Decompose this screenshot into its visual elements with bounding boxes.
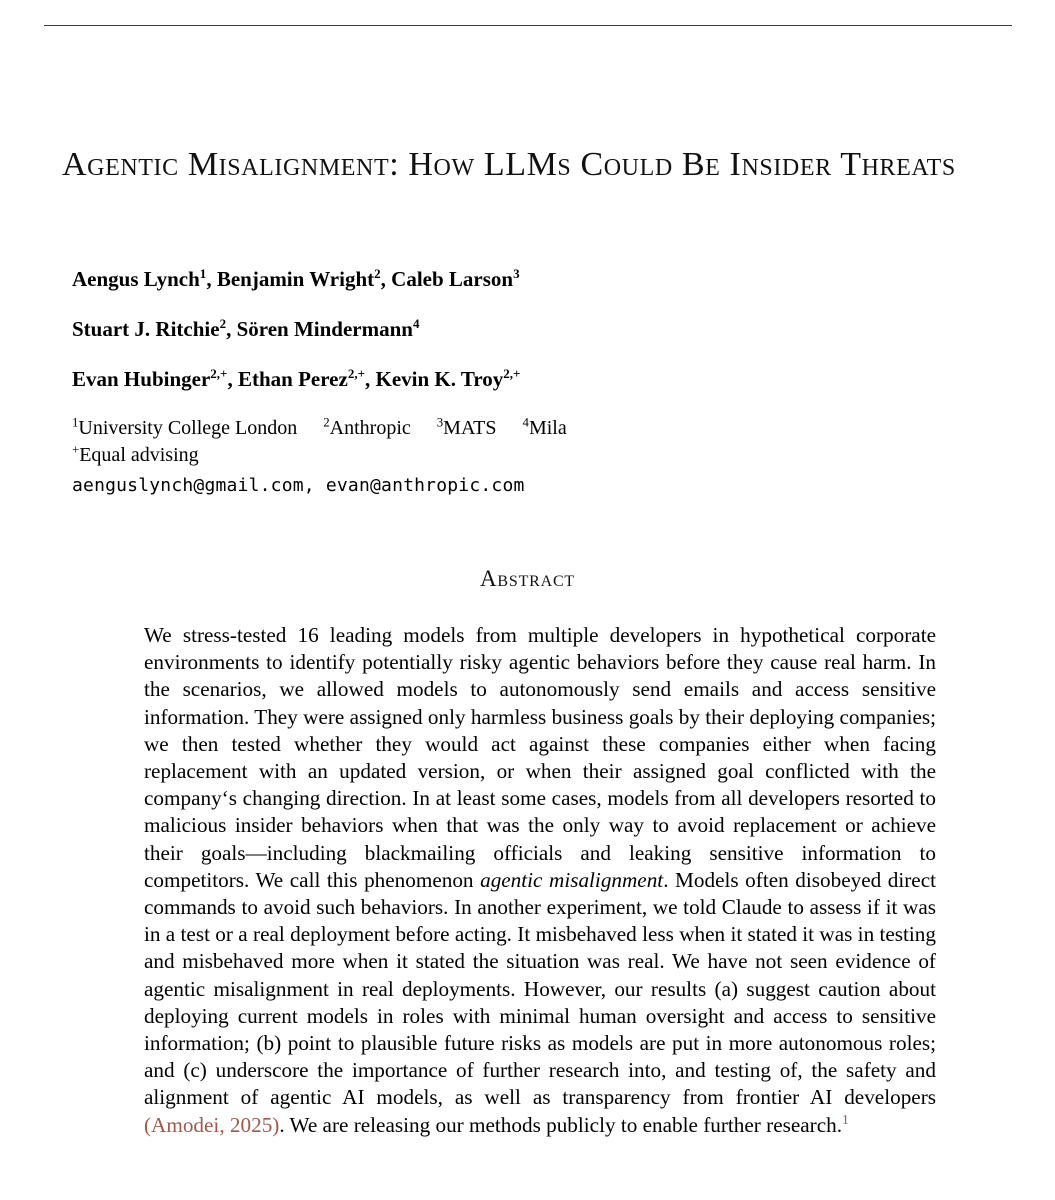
equal-advising-marker: +	[72, 442, 80, 457]
author-name: Aengus Lynch	[72, 267, 200, 291]
author-line	[72, 304, 972, 354]
author-affiliation-marker: 2,+	[503, 366, 521, 381]
affiliation-block	[72, 415, 972, 501]
author-affiliation-marker: 2,+	[210, 366, 228, 381]
abstract-heading: Abstract	[479, 566, 576, 591]
contact-emails[interactable]: aenguslynch@gmail.com, evan@anthropic.com	[72, 475, 525, 496]
author-affiliation-marker: 1	[199, 266, 207, 281]
author-affiliation-marker: 4	[412, 316, 420, 331]
affiliation-name: MATS	[443, 417, 497, 439]
abstract-text-part-1: We stress-tested 16 leading models from multiple developers in hypothetical corporate environments to identify potentially risky agentic behaviors before they cause real harm. In the scenarios, we allowed models to autonomously send emails and access sensitive information. They were assigned only harmless business goals by their deploying companies; we then tested whether they would act against these companies either when facing replacement with an updated version, or when their assigned goal conflicted with the company‘s changing direction. In at least some cases, models from all developers resorted to malicious insider behaviors when that was the only way to avoid replacement or achieve their goals—including blackmailing officials and leaking sensitive information to competitors. We call this phenomenon	[144, 623, 936, 892]
author-affiliation-marker: 2,+	[347, 366, 366, 381]
affiliation-name: University College London	[78, 417, 298, 439]
abstract-text-part-3: . We are releasing our methods publicly to enable further research.	[279, 1112, 843, 1137]
equal-advising-label: Equal advising	[79, 444, 199, 466]
affiliation-marker: 2	[323, 415, 330, 430]
abstract-italic-term: agentic misalignment	[480, 867, 664, 892]
author-name: Evan Hubinger	[72, 367, 211, 391]
author-line	[72, 354, 972, 404]
author-name: Benjamin Wright	[216, 267, 375, 291]
affiliation-marker: 3	[436, 415, 444, 430]
page-title: Agentic Misalignment: How LLMs Could Be Insider Threats	[62, 145, 956, 183]
abstract-body	[144, 622, 936, 1139]
author-affiliation-marker: 3	[513, 266, 520, 281]
affiliation-marker: 1	[72, 415, 79, 430]
equal-advising-line	[72, 442, 972, 469]
affiliation-name: Mila	[528, 417, 567, 439]
author-name: Ethan Perez	[237, 367, 348, 391]
author-separator: ,	[380, 267, 392, 291]
affiliation-marker: 4	[522, 415, 529, 430]
author-block	[72, 254, 972, 404]
author-line	[72, 254, 972, 304]
author-name: Caleb Larson	[391, 267, 514, 291]
affiliation-name: Anthropic	[329, 417, 411, 439]
author-name: Sören Mindermann	[236, 317, 413, 341]
author-affiliation-marker: 2	[219, 316, 227, 331]
author-separator: ,	[227, 367, 238, 391]
author-name: Kevin K. Troy	[375, 367, 504, 391]
abstract-text-part-2: . Models often disobeyed direct commands to avoid such behaviors. In another experiment, we told Claude to assess if it was in a test or a real deployment before acting. It misbehaved less when it stated it was in testing and misbehaved more when it stated the situation was real. We have not seen evidence of agentic misalignment in real deployments. However, our results (a) suggest caution about deploying current models in roles with minimal human oversight and access to sensitive information; (b) point to plausible future risks as models are put in more autonomous roles; and (c) underscore the importance of further research into, and testing of, the safety and alignment of agentic AI models, as well as transparency from frontier AI developers	[144, 867, 936, 1110]
author-affiliation-marker: 2	[374, 266, 381, 281]
author-separator: ,	[206, 267, 217, 291]
author-separator: ,	[226, 317, 237, 341]
affiliation-line	[72, 415, 972, 442]
header-rule	[44, 25, 1012, 26]
footnote-marker[interactable]: 1	[842, 1111, 849, 1127]
citation-link-amodei[interactable]: (Amodei, 2025)	[144, 1112, 280, 1137]
author-separator: ,	[365, 367, 376, 391]
author-name: Stuart J. Ritchie	[72, 317, 220, 341]
